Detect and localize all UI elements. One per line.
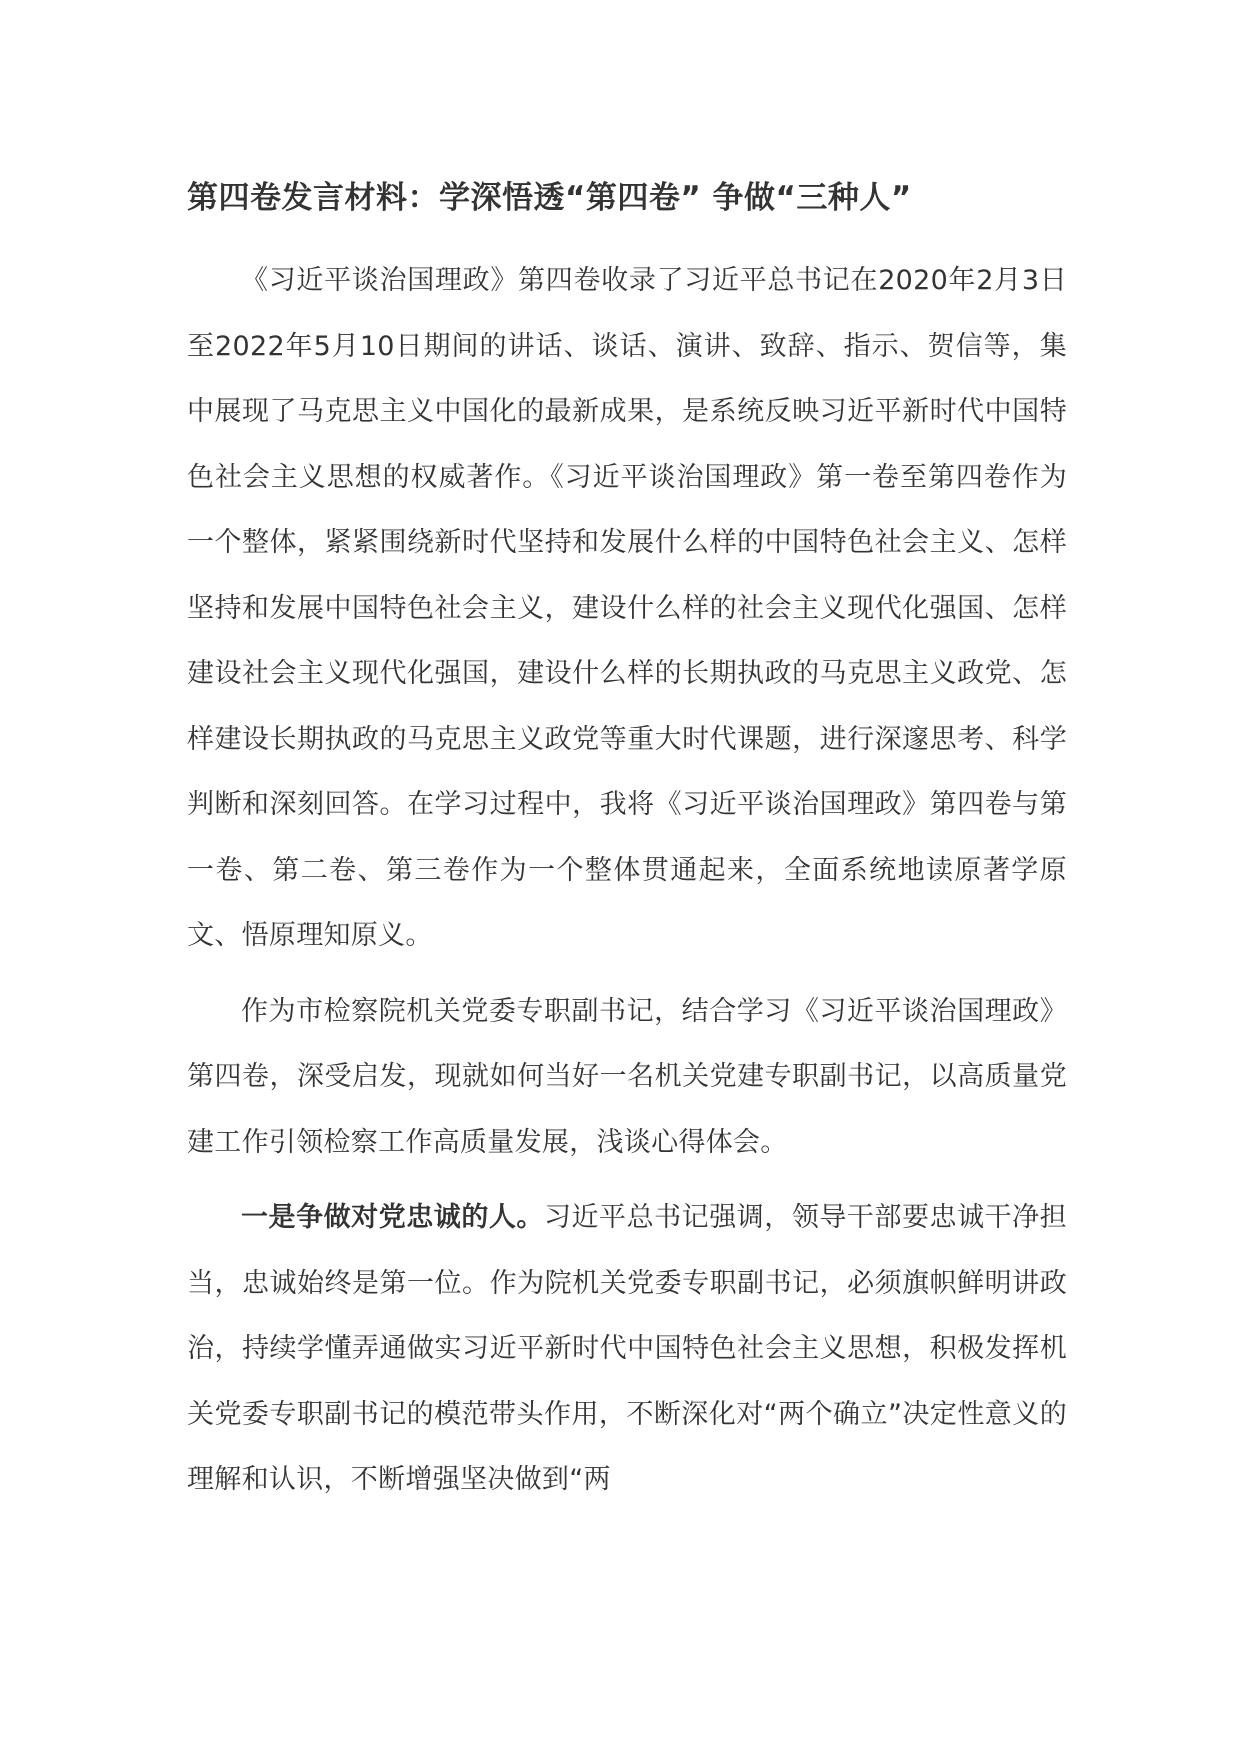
paragraph-lead-heading: 一是争做对党忠诚的人。	[241, 1202, 544, 1233]
paragraph-text: 《习近平谈治国理政》第四卷收录了习近平总书记在2020年2月3日至2022年5月10日期间的讲话、谈话、演讲、致辞、指示、贺信等，集中展现了马克思主义中国化的最新成果，是系统反映习近平新时代中国特色社会主义思想的权威著作。《习近平谈治国理政》第一卷至第四卷作为一个整体，紧紧围绕新时代坚持和发展什么样的中国特色社会主义、怎样坚持和发展中国特色社会主义，建设什么样的社会主义现代化强国、怎样建设社会主义现代化强国，建设什么样的长期执政的马克思主义政党、怎样建设长期执政的马克思主义政党等重大时代课题，进行深邃思考、科学判断和深刻回答。在学习过程中，我将《习近平谈治国理政》第四卷与第一卷、第二卷、第三卷作为一个整体贯通起来，全面系统地读原著学原文、悟原理知原义。	[187, 265, 1067, 951]
paragraph-point-one	[187, 1185, 1067, 1513]
paragraph-text: 作为市检察院机关党委专职副书记，结合学习《习近平谈治国理政》第四卷，深受启发，现就如何当好一名机关党建专职副书记，以高质量党建工作引领检察工作高质量发展，浅谈心得体会。	[187, 995, 1067, 1158]
paragraph-intro	[187, 248, 1067, 969]
document-title: 第四卷发言材料：学深悟透“第四卷” 争做“三种人”	[187, 180, 912, 216]
paragraph-text: 习近平总书记强调，领导干部要忠诚干净担当，忠诚始终是第一位。作为院机关党委专职副书记，必须旗帜鲜明讲政治，持续学懂弄通做实习近平新时代中国特色社会主义思想，积极发挥机关党委专职副书记的模范带头作用，不断深化对“两个确立”决定性意义的理解和认识，不断增强坚决做到“两	[187, 1202, 1067, 1495]
paragraph-role	[187, 979, 1067, 1176]
document-body	[187, 248, 1067, 1523]
